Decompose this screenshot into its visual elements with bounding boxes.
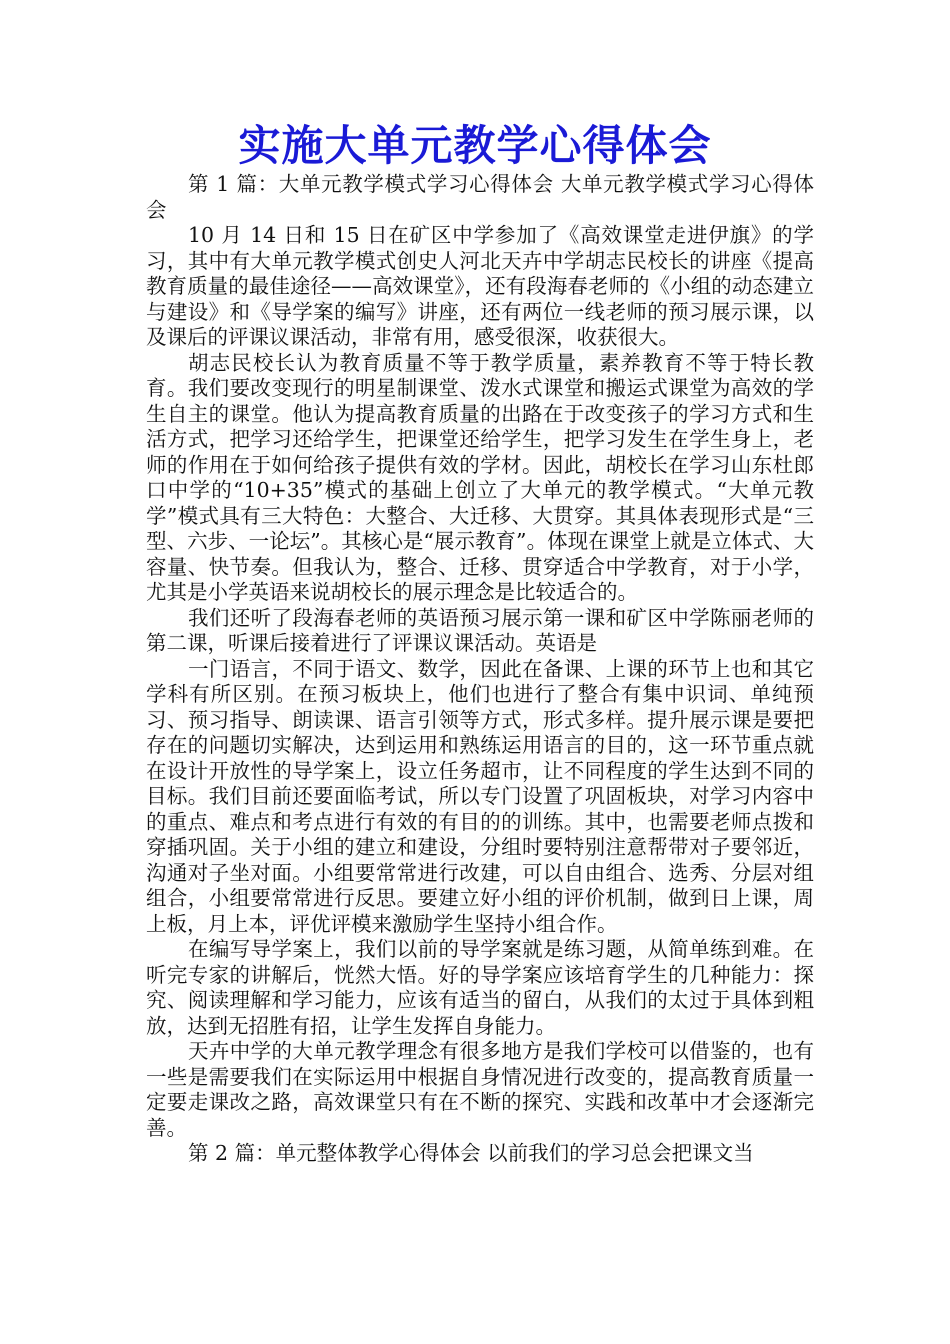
paragraph: 天卉中学的大单元教学理念有很多地方是我们学校可以借鉴的，也有一些是需要我们在实际运用中根据自身情况进行改变的，提高教育质量一定要走课改之路，高效课堂只有在不断的探究、实践和改革中才会逐渐完善。: [146, 1039, 814, 1140]
paragraph: 10 月 14 日和 15 日在矿区中学参加了《高效课堂走进伊旗》的学习，其中有大单元教学模式创史人河北天卉中学胡志民校长的讲座《提高教育质量的最佳途径——高效课堂》，还有段海春老师的《小组的动态建立与建设》和《导学案的编写》讲座，还有两位一线老师的预习展示课，以及课后的评课议课活动，非常有用，感受很深，收获很大。: [146, 223, 814, 349]
section-heading-1: 第 1 篇：大单元教学模式学习心得体会 大单元教学模式学习心得体会: [146, 172, 814, 222]
document-title: 实施大单元教学心得体会: [238, 121, 712, 170]
document-body: [146, 172, 814, 1167]
paragraph: 胡志民校长认为教育质量不等于教学质量，素养教育不等于特长教育。我们要改变现行的明星制课堂、泼水式课堂和搬运式课堂为高效的学生自主的课堂。他认为提高教育质量的出路在于改变孩子的学习方式和生活方式，把学习还给学生，把课堂还给学生，把学习发生在学生身上，老师的作用在于如何给孩子提供有效的学材。因此，胡校长在学习山东杜郎口中学的“10+35”模式的基础上创立了大单元的教学模式。“大单元教学”模式具有三大特色：大整合、大迁移、大贯穿。其具体表现形式是“三型、六步、一论坛”。其核心是“展示教育”。体现在课堂上就是立体式、大容量、快节奏。但我认为，整合、迁移、贯穿适合中学教育，对于小学，尤其是小学英语来说胡校长的展示理念是比较适合的。: [146, 350, 814, 604]
paragraph: 在编写导学案上，我们以前的导学案就是练习题，从简单练到难。在听完专家的讲解后，恍然大悟。好的导学案应该培育学生的几种能力：探究、阅读理解和学习能力，应该有适当的留白，从我们的太过于具体到粗放，达到无招胜有招，让学生发挥自身能力。: [146, 937, 814, 1038]
paragraph: 我们还听了段海春老师的英语预习展示第一课和矿区中学陈丽老师的第二课，听课后接着进行了评课议课活动。英语是: [146, 605, 814, 655]
paragraph: 一门语言，不同于语文、数学，因此在备课、上课的环节上也和其它学科有所区别。在预习板块上，他们也进行了整合有集中识词、单纯预习、预习指导、朗读课、语言引领等方式，形式多样。提升展示课是要把存在的问题切实解决，达到运用和熟练运用语言的目的，这一环节重点就在设计开放性的导学案上，设立任务超市，让不同程度的学生达到不同的目标。我们目前还要面临考试，所以专门设置了巩固板块，对学习内容中的重点、难点和考点进行有效的有目的的训练。其中，也需要老师点拨和穿插巩固。关于小组的建立和建设，分组时要特别注意帮带对子要邻近，沟通对子坐对面。小组要常常进行改建，可以自由组合、选秀、分层对组组合，小组要常常进行反思。要建立好小组的评价机制，做到日上课，周上板，月上本，评优评模来激励学生坚持小组合作。: [146, 656, 814, 936]
section-heading-2: 第 2 篇：单元整体教学心得体会 以前我们的学习总会把课文当: [188, 1141, 754, 1165]
